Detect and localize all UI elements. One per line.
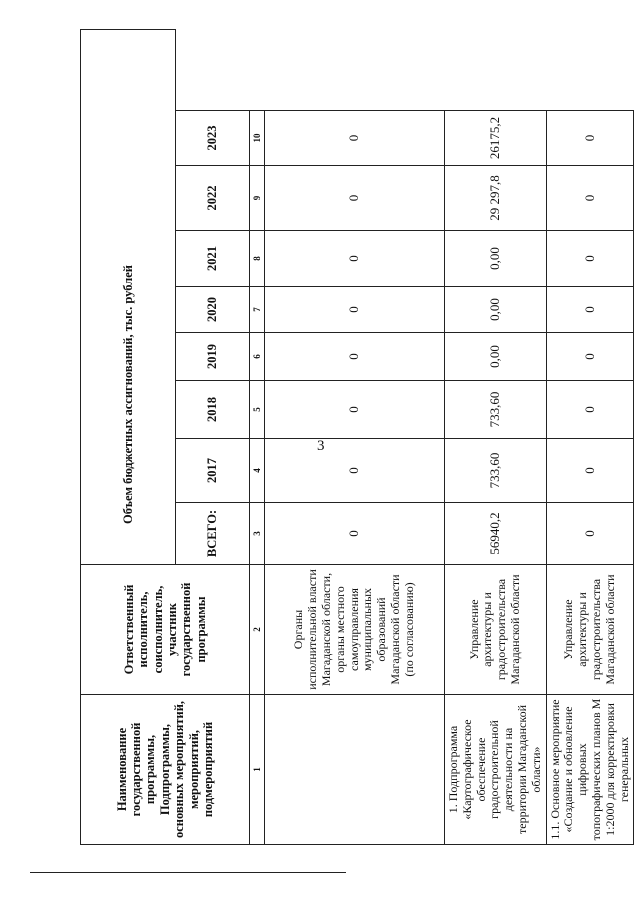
row-value-cell: 0 — [265, 111, 445, 166]
column-number: 1 — [250, 695, 265, 845]
row-value-cell: 733,60 — [445, 439, 547, 503]
blank-cell — [176, 29, 250, 110]
row-value-cell: 0 — [546, 381, 634, 439]
row-name-cell: 1. Подпрограмма «Картографическое обеспечение градостроительной деятельности на территории Магаданской области» — [445, 695, 547, 845]
column-number: 8 — [250, 231, 265, 287]
header-budget-group: Объем бюджетных ассигнований, тыс. рублей — [81, 29, 176, 564]
row-responsible-cell: Управление архитектуры и градостроительства Магаданской области — [445, 565, 547, 695]
row-value-cell: 733,60 — [445, 381, 547, 439]
header-year: 2023 — [176, 111, 250, 166]
row-responsible-cell: Управление архитектуры и градостроительства Магаданской области — [546, 565, 634, 695]
column-number: 7 — [250, 287, 265, 333]
blank-cell — [265, 29, 445, 110]
column-number: 4 — [250, 439, 265, 503]
blank-cell — [546, 29, 634, 110]
row-value-cell: 0 — [265, 381, 445, 439]
blank-cell — [445, 29, 547, 110]
row-value-cell: 0 — [265, 287, 445, 333]
table-row — [445, 29, 547, 844]
row-total-cell: 0 — [265, 503, 445, 565]
row-value-cell: 0 — [546, 333, 634, 381]
budget-table-wrapper — [80, 30, 631, 845]
table-row — [546, 29, 634, 844]
row-value-cell: 0,00 — [445, 287, 547, 333]
row-value-cell: 0 — [265, 166, 445, 231]
row-value-cell: 0 — [546, 439, 634, 503]
row-name-cell: 1.1. Основное мероприятие «Создание и обновление цифровых топографических планов М 1:2000 для корректировки генеральных — [546, 695, 634, 845]
column-number: 5 — [250, 381, 265, 439]
header-year: 2020 — [176, 287, 250, 333]
row-value-cell: 0 — [265, 333, 445, 381]
row-value-cell: 0 — [546, 231, 634, 287]
row-value-cell: 0 — [546, 111, 634, 166]
row-value-cell: 0 — [546, 166, 634, 231]
header-year: 2021 — [176, 231, 250, 287]
row-value-cell: 0,00 — [445, 333, 547, 381]
header-year: 2018 — [176, 381, 250, 439]
header-total: ВСЕГО: — [176, 503, 250, 565]
column-numbers-row — [250, 29, 265, 844]
column-number: 3 — [250, 503, 265, 565]
page-number: 3 — [317, 438, 325, 454]
footer-divider — [30, 872, 346, 873]
column-number: 2 — [250, 565, 265, 695]
header-year: 2019 — [176, 333, 250, 381]
row-value-cell: 29 297,8 — [445, 166, 547, 231]
row-name-cell — [265, 695, 445, 845]
column-number: 6 — [250, 333, 265, 381]
column-number: 10 — [250, 111, 265, 166]
row-value-cell: 0 — [546, 287, 634, 333]
row-total-cell: 56940,2 — [445, 503, 547, 565]
row-responsible-cell: Органы исполнительной власти Магаданской области, органы местного самоуправления муниципальных образований Магаданской области (по согласованию) — [265, 565, 445, 695]
budget-table — [80, 29, 634, 845]
row-value-cell: 0 — [265, 439, 445, 503]
row-value-cell: 26175,2 — [445, 111, 547, 166]
column-number: 9 — [250, 166, 265, 231]
row-total-cell: 0 — [546, 503, 634, 565]
header-year: 2017 — [176, 439, 250, 503]
rotated-table-sheet — [80, 30, 631, 845]
row-value-cell: 0,00 — [445, 231, 547, 287]
header-name-cell: Наименование государственной программы, Подпрограммы, основных мероприятий, мероприятий, подмероприятий — [81, 695, 250, 845]
row-value-cell: 0 — [265, 231, 445, 287]
blank-cell — [250, 29, 265, 110]
header-year: 2022 — [176, 166, 250, 231]
table-row — [265, 29, 445, 844]
header-responsible-cell: Ответственный исполнитель, соисполнитель, участник государственной программы — [81, 565, 250, 695]
